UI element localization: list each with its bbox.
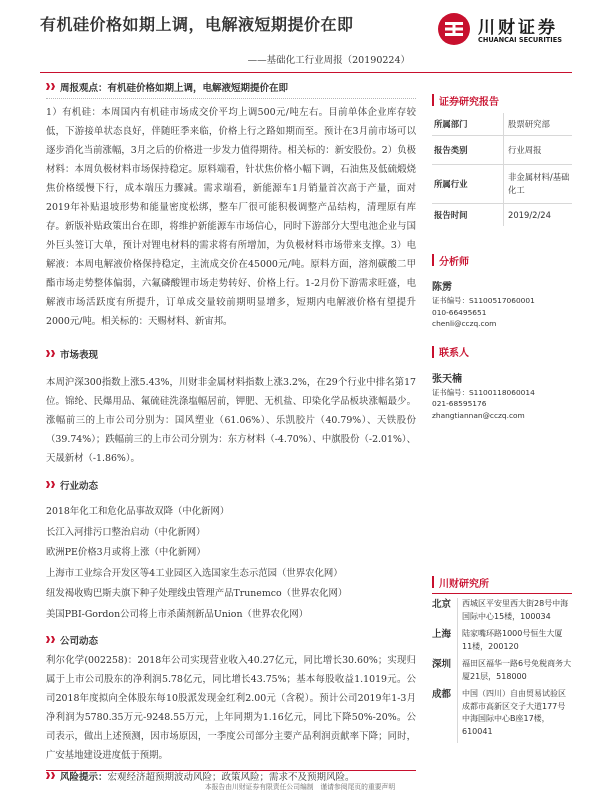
institute-heading xyxy=(432,574,572,590)
list-item: 美国PBI-Gordon公司将上市杀菌剂新品Union（世界农化网） xyxy=(46,608,309,620)
summary-heading xyxy=(46,78,416,96)
list-item: 纽发褐收购巴斯夫旗下种子处理线虫管理产品Trunemco（世界农化网） xyxy=(46,588,348,599)
risk-body: 宏观经济超预期波动风险；政策风险；需求不及预期风险。 xyxy=(107,772,355,783)
market-body: 本周沪深300指数上涨5.43%，川财非金属材料指数上涨3.2%，在29个行业中排名第17位。锦纶、民爆用品、氟硫硅洗涤塩幅居前，钾肥、无机盐、印染化学品板块涨幅最少。涨幅前三的上市公司分别为：国风塑业（61.06%）、乐凯胶片（40.79%）、天铁股份（39.74%）；跌幅前三的上市公司分别为：东方材料（-4.70%）、中旗股份（-2.01%）、天晟新材（-1.86%）。 xyxy=(46,377,416,464)
report-info-key: 报告时间 xyxy=(434,210,468,220)
company-logo xyxy=(438,12,573,48)
chevron-right-icon xyxy=(46,349,56,359)
contact-license: 证书编号：S1100118060014 xyxy=(432,387,535,397)
institute-block xyxy=(432,574,572,743)
report-info-heading xyxy=(432,92,572,108)
logo-text-cn: 川财证券 xyxy=(478,18,558,38)
office-entry xyxy=(432,598,572,628)
industry-list xyxy=(46,502,416,625)
report-info-table xyxy=(432,113,572,226)
company-heading-text: 公司动态 xyxy=(60,636,99,647)
analyst-heading-text: 分析师 xyxy=(439,256,469,268)
office-entry xyxy=(432,628,572,658)
report-info-value: 2019/2/24 xyxy=(503,204,572,226)
list-item: 长江入河排污口整治启动（中化新网） xyxy=(46,526,206,538)
office-city: 深圳 xyxy=(432,659,452,670)
page-subtitle: ——基础化工行业周报（20190224） xyxy=(247,55,410,66)
market-heading xyxy=(46,345,416,363)
header-divider xyxy=(40,72,572,73)
risk-label: 风险提示： xyxy=(60,772,108,783)
sidebar xyxy=(432,92,572,736)
market-heading-text: 市场表现 xyxy=(60,350,99,361)
institute-divider xyxy=(432,593,572,594)
analyst-name: 陈雳 xyxy=(432,282,452,293)
office-city: 上海 xyxy=(432,629,452,640)
industry-heading-text: 行业动态 xyxy=(60,481,99,492)
contact-info xyxy=(432,387,572,422)
analyst-email[interactable]: chenli@cczq.com xyxy=(432,319,497,328)
contact-heading xyxy=(432,344,572,360)
logo-text-en: CHUANCAI SECURITIES xyxy=(478,36,563,44)
contact-email[interactable]: zhangtiannan@cczq.com xyxy=(432,410,525,420)
analyst-license: 证书编号：S1100517060001 xyxy=(432,296,535,305)
report-info-heading-text: 证券研究报告 xyxy=(439,96,499,108)
footer-disclaimer: 本报告由川财证券有限责任公司编制 谨请参阅尾页的重要声明 xyxy=(204,783,396,791)
report-info-row xyxy=(432,136,572,165)
chevron-right-icon xyxy=(46,82,56,92)
contact-heading-text: 联系人 xyxy=(439,348,469,359)
office-address: 西城区平安里西大街28号中海国际中心15楼，100034 xyxy=(457,598,572,628)
analyst-info xyxy=(432,295,572,330)
office-address: 福田区福华一路6号免税商务大厦21层，518000 xyxy=(457,658,572,688)
office-address: 陆家嘴环路1000号恒生大厦11楼，200120 xyxy=(457,628,572,658)
analyst-heading xyxy=(432,252,572,268)
office-entry xyxy=(432,658,572,688)
report-info-key: 报告类别 xyxy=(434,145,468,155)
office-address: 中国（四川）自由贸易试验区成都市高新区交子大道177号中海国际中心B座17楼，610041 xyxy=(457,688,572,743)
company-body: 利尔化学(002258)：2018年公司实现营业收入40.27亿元，同比增长30.60%；实现归属于上市公司股东的净利润5.78亿元，同比增长43.75%；基本每股收益1.1019元。公司2018年度拟向全体股东每10股派发现金红利2.00元（含税）。预计公司2019年1-3月净利润为5780.35万元-9248.55万元，上年同期为1.16亿元，同比下降50%-20%。公司表示，做出上述预测，因市场原因，一季度公司部分主要产品利润贡献率下降；同时，广安基地建设进度低于预期。 xyxy=(46,655,416,761)
accent-bar xyxy=(432,576,434,588)
main-column xyxy=(46,78,416,785)
accent-bar xyxy=(432,346,434,358)
report-info-row xyxy=(432,165,572,204)
institute-heading-text: 川财研究所 xyxy=(439,578,489,590)
report-info-value: 股票研究部 xyxy=(503,113,572,135)
report-info-key: 所属行业 xyxy=(434,179,468,189)
list-item: 2018年化工和危化品事故双降（中化新网） xyxy=(46,506,230,517)
report-info-key: 所属部门 xyxy=(434,119,468,129)
footer-divider xyxy=(46,770,416,771)
page-title: 有机硅价格如期上调，电解液短期提价在即 xyxy=(40,15,354,34)
company-heading xyxy=(46,631,416,649)
report-info-value: 行业周报 xyxy=(503,136,572,164)
summary-heading-text: 周报观点：有机硅价格如期上调，电解液短期提价在即 xyxy=(60,83,289,94)
report-info-row xyxy=(432,113,572,136)
list-item: 欧洲PE价格3月或将上涨（中化新网） xyxy=(46,547,206,558)
accent-bar xyxy=(432,94,434,106)
chevron-right-icon xyxy=(46,771,56,781)
report-info-row xyxy=(432,204,572,226)
industry-heading xyxy=(46,476,416,494)
office-entry xyxy=(432,688,572,743)
chevron-right-icon xyxy=(46,480,56,490)
accent-bar xyxy=(432,254,434,266)
report-info-value: 非金属材料/基础化工 xyxy=(503,165,572,203)
chevron-right-icon xyxy=(46,635,56,645)
contact-phone: 021-68595176 xyxy=(432,399,487,408)
analyst-phone: 010-66495651 xyxy=(432,307,487,317)
office-city: 北京 xyxy=(432,599,452,610)
list-item: 上海市工业综合开发区等4工业园区入选国家生态示范园（世界农化网） xyxy=(46,567,343,579)
summary-body: 1）有机硅：本周国内有机硅市场成交价平均上调500元/吨左右。目前单体企业库存较低，下游接单状态良好，伴随旺季来临，价格上行之路如期而至。预计在3月前市场可以逐步消化当前涨幅，3月之后的价格进一步发力值得期待。相关标的：新安股份。2）负极材料：本周负极材料市场保持稳定。原料端看，针状焦价格小幅下调，石油焦及低硫煅烧焦价格缓慢下行，成本端压力骤减。需求端看，新能源车1月销量首次高于产量，面对2019年补贴退坡形势和能量密度松绑，整车厂很可能积极调整产品结构，清理原有库存。新版补贴政策出台在即，将维护新能源车市场信心，同时下游部分大型电池企业与国外巨头签订大单，预计对锂电材料的需求将有所增加，为负极材料市场带来支撑。3）电解液：本周电解液价格保持稳定，主流成交价在45000元/吨。原料方面，溶剂碳酸二甲酯市场走势整体偏弱，六氟磷酸锂市场走势转好、价格上行。1-2月份下游需求旺盛，电解液市场活跃度有所提升，订单成交量较前期明显增多，短期内电解液价格有望提升2000元/吨。相关标的：天赐材料、新宙邦。 xyxy=(46,107,416,327)
logo-mark-icon xyxy=(438,13,470,45)
contact-name: 张天楠 xyxy=(432,373,462,385)
office-city: 成都 xyxy=(432,689,452,700)
dotted-divider xyxy=(46,98,416,99)
